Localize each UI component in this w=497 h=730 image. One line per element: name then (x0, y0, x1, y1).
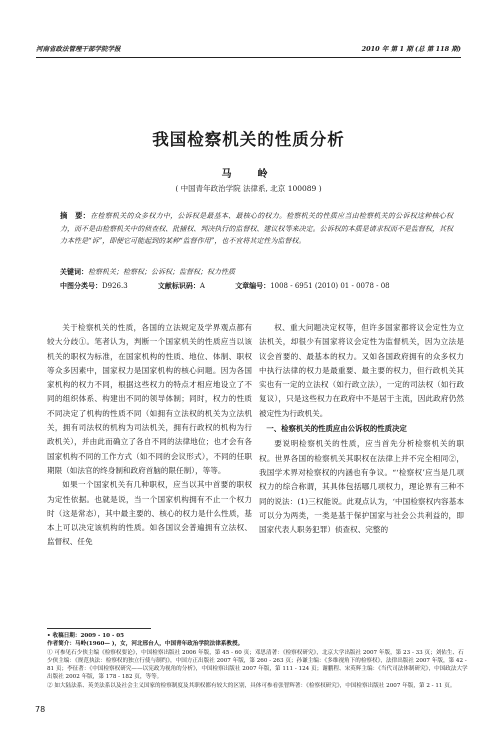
section-heading: 一、检察机关的性质应由公诉权的性质决定 (266, 424, 407, 434)
abstract-text: 在检察机关的众多权力中，公诉权是最基本、最核心的权力。检察机关的性质应当由检察机关的公诉权这种核心权力，而不是由检察机关中的侦查权、批捕权、判决执行的监督权、建议权等来决定。公诉权的本质是请求权而不是监督权，其权力本性是“诉”，即便它可能起到的某种“监督作用”，也不宜将其定性为监督权。 (60, 212, 454, 246)
running-header (36, 44, 461, 56)
body-paragraph: 如果一个国家机关有几种职权，应当以其中首要的职权为定性依据。也就是说，当一个国家机构拥有不止一个权力时（这是常态），其中最主要的、核心的权力是什么性质，基本上可以决定该机构的性质。如各国议会普遍拥有立法权、监督权、任免 (47, 480, 252, 547)
header-rule (36, 57, 461, 58)
body-column-right (259, 321, 464, 537)
received-date: • 收稿日期：2009 - 10 - 05 (47, 633, 125, 639)
article-id: 文章编号：1008 - 6951 (2010) 01 - 0078 - 08 (235, 282, 390, 290)
footnotes (47, 632, 469, 690)
author-affiliation: ( 中国青年政治学院 法律系, 北京 100089 ) (175, 184, 322, 193)
footnote-2: ② 如大陆法系、英美法系以及社会主义国家的检察制度及其职权都有较大的区别，具体可参看张智辉著：《检察权研究》，中国检察出版社 2007 年版，第 2 - 11 页。 (47, 682, 456, 689)
footnote-rule (47, 628, 151, 629)
document-code: 文献标识码：A (157, 282, 205, 290)
clc-code: 中图分类号：D926.3 (60, 282, 128, 290)
issue-info: 2010 年 第 1 期 (总 第 118 期) (361, 45, 461, 53)
classification-line (60, 281, 453, 291)
footnote-1: ① 可参见石少侠主编《检察权要论》，中国检察出版社 2006 年版，第 45 - 60 页；邓思清著：《检察权研究》，北京大学出版社 2007 年版，第 23 - 33 页；刘佑生、石少侠主编：《规范执法：检察权的独立行使与制约》，中国方正出版社 2007 年版，第 260 - 263 页；孙谦主编：《多维视角下的检察权》，法律出版社 2007 年版，第 42 - 81 页；李征著：《中国检察权研究——以宪政为视角的分析》，中国检察出版社 2007 年版，第 111 - 124 页；谢鹏程、宋英辉主编：《当代司法体制研究》，中国政法大学出版社 2002 年版，第 178 - 182 页，等等。 (47, 649, 468, 681)
keywords-label: 关键词： (60, 268, 88, 276)
abstract-label: 摘 要： (60, 211, 91, 220)
journal-name: 河南省政法管理干部学院学报 (36, 45, 121, 53)
body-paragraph: 权、重大问题决定权等，但许多国家都将议会定性为立法机关，却很少有国家将议会定性为监督机关，因为立法是议会首要的、最基本的权力。又如各国政府拥有的众多权力中执行法律的权力是最重要、最主要的权力，但行政机关其实也有一定的立法权（如行政立法），一定的司法权（如行政复议），只是这些权力在政府中不是居于主流，因此政府仍然被定性为行政机关。 (259, 323, 464, 418)
article-title: 我国检察机关的性质分析 (152, 130, 345, 149)
body-paragraph: 关于检察机关的性质，各国的立法规定及学界观点都有较大分歧①。笔者认为，判断一个国家机关的性质应当以该机关的职权为标准，在国家机构的性质、地位、体制、职权等众多因素中，国家权力是国家机构的核心问题。因为各国家机构的权力不同，根据这些权力的特点才相应地设立了不同的组织体系、构建出不同的领导体制；同时，权力的性质不同决定了机构的性质不同（如拥有立法权的机关为立法机关，拥有司法权的机构为司法机关，拥有行政权的机构为行政机关），并由此而确立了各自不同的法律地位；也才会有各国家机构不同的工作方式（如不同的会议形式），不同的任职期限（如法官的终身制和政府首脑的限任制），等等。 (47, 323, 252, 475)
abstract (60, 210, 453, 248)
keywords (60, 267, 453, 277)
body-column-left (47, 321, 252, 550)
body-paragraph: 要说明检察机关的性质，应当首先分析检察机关的职权。世界各国的检察机关其职权在法律上并不完全相同②，我国学术界对检察权的内涵也有争议。“‘检察权’应当是几项权力的综合称谓，其具体包括哪几项权力，理论界有三种不同的说法：(1)三权能说。此观点认为，‘中国检察权内容基本可以分为两类，一类是基于保护国家与社会公共利益的，即国家代表人职务犯罪）侦查权、完整的 (259, 439, 464, 535)
author-bio: 作者简介：马岭(1960— )，女，河北邢台人，中国青年政治学院法律系教授。 (47, 641, 244, 648)
keywords-text: 检察机关；检察权；公诉权；监督权；权力性质 (88, 268, 235, 276)
author-name: 马 岭 (221, 169, 276, 180)
page-number: 78 (35, 705, 46, 714)
